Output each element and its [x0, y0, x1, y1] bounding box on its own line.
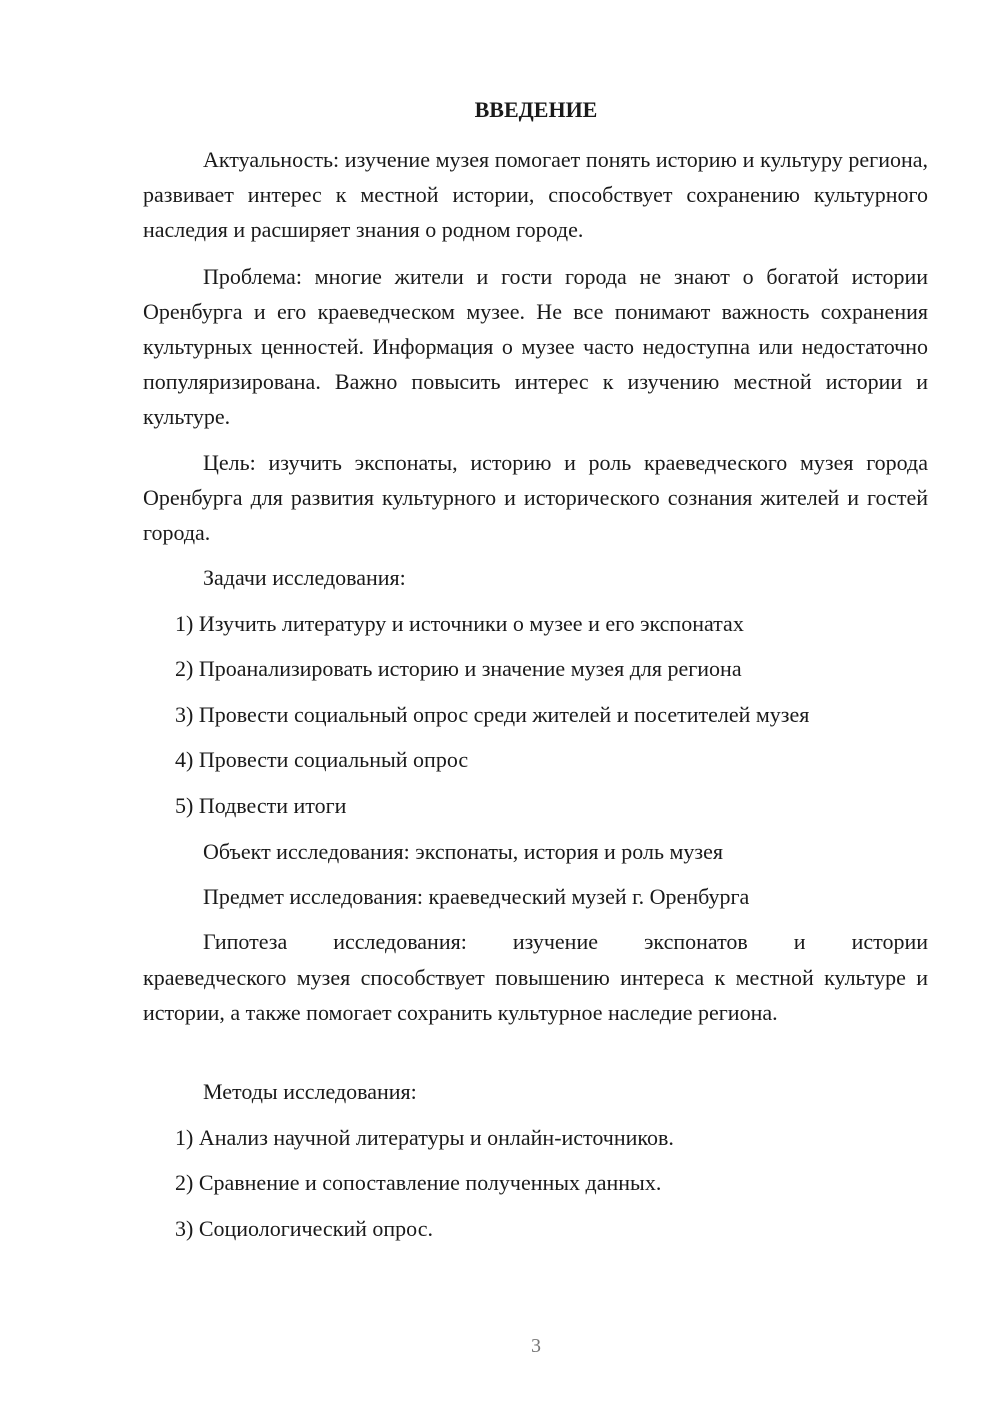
task-item-2: 2) Проанализировать историю и значение музея для региона — [175, 656, 742, 681]
page-number: 3 — [531, 1335, 541, 1357]
method-item-3: 3) Социологический опрос. — [175, 1216, 433, 1241]
task-item-5: 5) Подвести итоги — [175, 793, 347, 818]
methods-heading: Методы исследования: — [203, 1079, 417, 1104]
task-item-4: 4) Провести социальный опрос — [175, 747, 469, 772]
hypothesis-paragraph: краеведческого музея способствует повышению интереса к местной культуре и истории, а также помогает сохранить культурное наследие региона. — [143, 965, 928, 1025]
tasks-heading: Задачи исследования: — [203, 565, 406, 590]
method-item-1: 1) Анализ научной литературы и онлайн-источников. — [175, 1125, 674, 1150]
method-item-2: 2) Сравнение и сопоставление полученных данных. — [175, 1170, 662, 1195]
relevance-paragraph: Актуальность: изучение музея помогает понять историю и культуру региона, развивает интерес к местной истории, способствует сохранению культурного наследия и расширяет знания о родном городе. — [143, 147, 928, 242]
page-title: ВВЕДЕНИЕ — [474, 97, 598, 122]
research-subject: Предмет исследования: краеведческий музей г. Оренбурга — [203, 884, 750, 909]
task-item-3: 3) Провести социальный опрос среди жителей и посетителей музея — [175, 702, 810, 727]
research-object: Объект исследования: экспонаты, история и роль музея — [203, 839, 724, 864]
problem-paragraph: Проблема: многие жители и гости города не знают о богатой истории Оренбурга и его краеведческом музее. Не все понимают важность сохранения культурных ценностей. Информация о музее часто недоступна или недостаточно популяризирована. Важно повысить интерес к изучению местной истории и культуре. — [143, 264, 928, 429]
hypothesis-first-line: Гипотеза исследования: изучение экспонатов и истории — [203, 929, 928, 954]
task-item-1: 1) Изучить литературу и источники о музее и его экспонатах — [175, 611, 744, 636]
goal-paragraph: Цель: изучить экспонаты, историю и роль краеведческого музея города Оренбурга для развития культурного и исторического сознания жителей и гостей города. — [143, 450, 928, 545]
